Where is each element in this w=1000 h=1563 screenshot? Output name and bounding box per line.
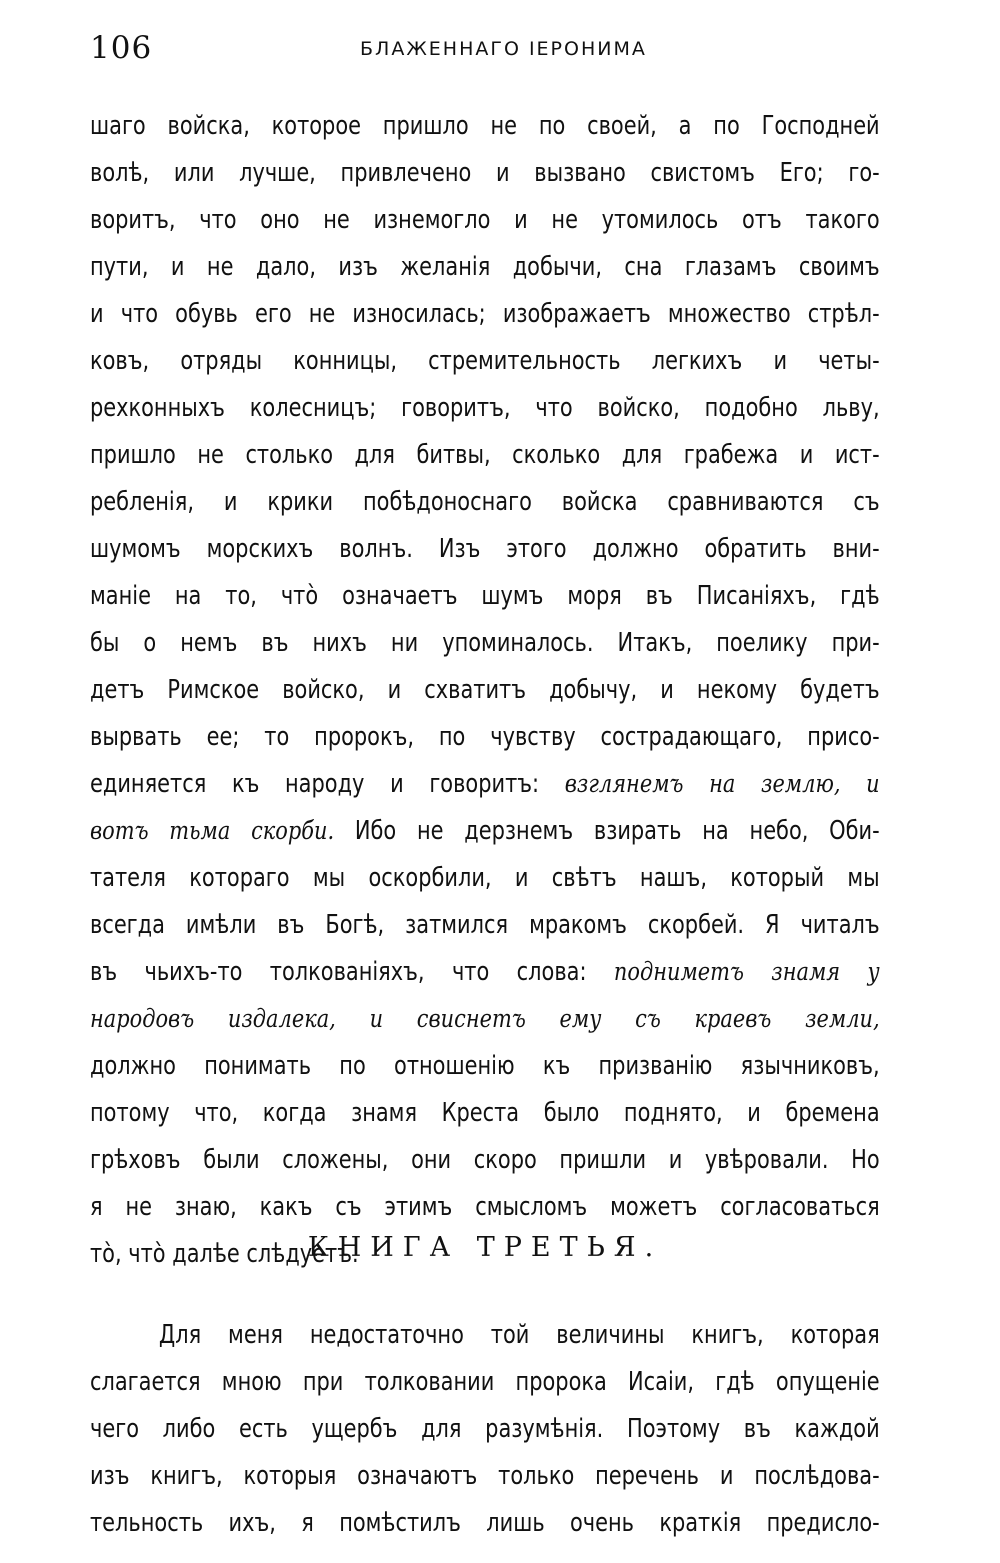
text-run: ковъ, отряды конницы, стремительность легкихъ и четы- (90, 346, 880, 376)
text-run: единяется къ народу и говоритъ: (90, 769, 565, 799)
scripture-quote: подниметъ знамя у (613, 957, 880, 987)
text-line (90, 620, 880, 667)
text-line (90, 808, 880, 855)
text-line (90, 949, 880, 996)
text-run: волѣ, или лучше, привлечено и вызвано свистомъ Его; го- (90, 158, 880, 188)
text-run: вырвать ее; то пророкъ, по чувству сострадающаго, присо- (90, 722, 880, 752)
text-line: Для меня недостаточно той величины книгъ, которая (158, 1320, 880, 1350)
text-line (90, 1043, 880, 1090)
scripture-quote: взглянемъ на землю, и (564, 769, 880, 799)
text-line (90, 385, 880, 432)
text-run: я не знаю, какъ съ этимъ смысломъ можетъ согласоваться (90, 1192, 880, 1222)
text-run: шумомъ морскихъ волнъ. Изъ этого должно обратить вни- (90, 534, 880, 564)
text-line (90, 1137, 880, 1184)
scripture-quote: народовъ издалека, и свиснетъ ему съ краевъ земли, (90, 1004, 880, 1034)
text-run: воритъ, что оно не изнемогло и не утомилось отъ такого (90, 205, 880, 235)
text-run: ребленія, и крики побѣдоноснаго войска сравниваются съ (90, 487, 880, 517)
text-line (90, 479, 880, 526)
text-run: маніе на то, что̀ означаетъ шумъ моря въ Писаніяхъ, гдѣ (90, 581, 880, 611)
text-run: должно понимать по отношенію къ призванію язычниковъ, (90, 1051, 880, 1081)
text-line (90, 197, 880, 244)
text-run: то̀, что̀ далѣе слѣдуетъ. (90, 1239, 359, 1269)
scripture-quote: вотъ тьма скорби. (90, 816, 335, 846)
text-line: слагается мною при толковании пророка Исаіи, гдѣ опущеніе (90, 1367, 880, 1397)
text-line: чего либо есть ущербъ для разумѣнія. Поэтому въ каждой (90, 1414, 880, 1444)
text-line (90, 761, 880, 808)
text-line (90, 573, 880, 620)
text-line (90, 1090, 880, 1137)
text-run: тателя котораго мы оскорбили, и свѣтъ нашъ, который мы (90, 863, 880, 893)
text-line (90, 244, 880, 291)
text-line (90, 338, 880, 385)
text-line (90, 150, 880, 197)
paragraph-new-book (90, 1312, 880, 1547)
text-line (90, 996, 880, 1043)
text-run: потому что, когда знамя Креста было поднято, и бремена (90, 1098, 880, 1128)
text-line: тельность ихъ, я помѣстилъ лишь очень краткія предисло- (90, 1508, 880, 1538)
text-line (90, 667, 880, 714)
section-title: КНИГА ТРЕТЬЯ. (307, 1232, 663, 1263)
text-run: и что обувь его не износилась; изображаетъ множество стрѣл- (90, 299, 880, 329)
text-run: грѣховъ были сложены, они скоро пришли и увѣровали. Но (90, 1145, 880, 1175)
text-run: бы о немъ въ нихъ ни упоминалось. Итакъ, поелику при- (90, 628, 880, 658)
text-line (90, 902, 880, 949)
text-run: пути, и не дало, изъ желанія добычи, сна глазамъ своимъ (90, 252, 880, 282)
text-run: въ чьихъ-то толкованіяхъ, что слова: (90, 957, 614, 987)
page-number: 106 (90, 30, 153, 66)
text-line: изъ книгъ, которыя означаютъ только перечень и послѣдова- (90, 1461, 880, 1491)
text-run: всегда имѣли въ Богѣ, затмился мракомъ скорбей. Я читалъ (90, 910, 880, 940)
text-run: Ибо не дерзнемъ взирать на небо, Оби- (334, 816, 880, 846)
page-header (90, 30, 890, 70)
text-line (90, 432, 880, 479)
paragraph-continued (90, 103, 880, 1278)
text-line (90, 855, 880, 902)
text-run: шаго войска, которое пришло не по своей, а по Господней (90, 111, 880, 141)
text-run: пришло не столько для битвы, сколько для грабежа и ист- (90, 440, 880, 470)
text-run: детъ Римское войско, и схватитъ добычу, и некому будетъ (90, 675, 880, 705)
text-line (90, 714, 880, 761)
text-line (90, 526, 880, 573)
text-line (90, 103, 880, 150)
text-line (90, 291, 880, 338)
text-line (90, 1184, 880, 1231)
running-head: БЛАЖЕННАГО ІЕРОНИМА (360, 38, 647, 60)
text-run: рехконныхъ колесницъ; говоритъ, что войско, подобно льву, (90, 393, 880, 423)
